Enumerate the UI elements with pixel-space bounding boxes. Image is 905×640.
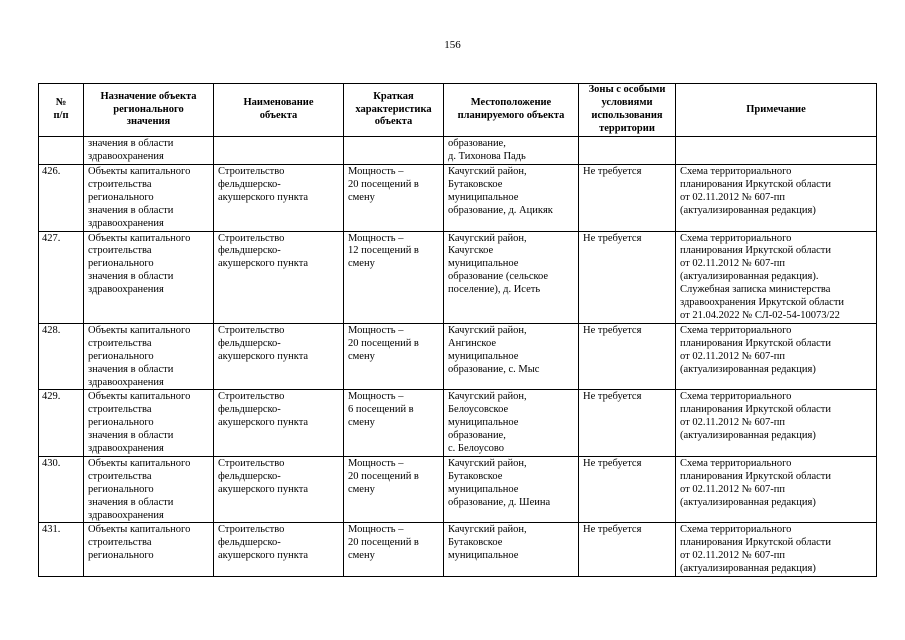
cell-number: 428.	[39, 323, 84, 390]
cell-name: Строительство фельдшерско- акушерского пункта	[214, 456, 344, 523]
cell-zones: Не требуется	[579, 231, 676, 323]
cell-zones: Не требуется	[579, 456, 676, 523]
cell-characteristic: Мощность – 12 посещений в смену	[344, 231, 444, 323]
header-number: № п/п	[39, 84, 84, 137]
header-zones: Зоны с особыми условиями использования территории	[579, 84, 676, 137]
header-purpose: Назначение объекта регионального значения	[84, 84, 214, 137]
cell-characteristic: Мощность – 6 посещений в смену	[344, 390, 444, 457]
cell-note	[676, 137, 877, 165]
cell-name: Строительство фельдшерско- акушерского пункта	[214, 165, 344, 232]
cell-name	[214, 137, 344, 165]
cell-purpose: Объекты капитального строительства регионального значения в области здравоохранения	[84, 323, 214, 390]
cell-location: Качугский район, Бутаковское муниципальное	[444, 523, 579, 577]
cell-number: 429.	[39, 390, 84, 457]
cell-note: Схема территориального планирования Иркутской области от 02.11.2012 № 607-пп (актуализированная редакция)	[676, 523, 877, 577]
header-name: Наименование объекта	[214, 84, 344, 137]
cell-zones	[579, 137, 676, 165]
cell-location: Качугский район, Бутаковское муниципальное образование, д. Ацикяк	[444, 165, 579, 232]
cell-purpose: Объекты капитального строительства регионального значения в области здравоохранения	[84, 390, 214, 457]
cell-zones: Не требуется	[579, 523, 676, 577]
cell-purpose: Объекты капитального строительства регионального значения в области здравоохранения	[84, 165, 214, 232]
cell-purpose: значения в области здравоохранения	[84, 137, 214, 165]
cell-purpose: Объекты капитального строительства регионального значения в области здравоохранения	[84, 231, 214, 323]
cell-note: Схема территориального планирования Иркутской области от 02.11.2012 № 607-пп (актуализированная редакция)	[676, 165, 877, 232]
cell-characteristic: Мощность – 20 посещений в смену	[344, 523, 444, 577]
cell-number: 427.	[39, 231, 84, 323]
table-row	[39, 390, 877, 457]
objects-table	[38, 83, 877, 577]
cell-zones: Не требуется	[579, 323, 676, 390]
table-header-row	[39, 84, 877, 137]
cell-note: Схема территориального планирования Иркутской области от 02.11.2012 № 607-пп (актуализированная редакция). Служебная записка министерства здравоохранения Иркутской области от 21.04.2022 № СЛ-02-54-10073/22	[676, 231, 877, 323]
cell-name: Строительство фельдшерско- акушерского пункта	[214, 390, 344, 457]
cell-note: Схема территориального планирования Иркутской области от 02.11.2012 № 607-пп (актуализированная редакция)	[676, 323, 877, 390]
cell-zones: Не требуется	[579, 165, 676, 232]
cell-purpose: Объекты капитального строительства регионального значения в области здравоохранения	[84, 456, 214, 523]
cell-characteristic: Мощность – 20 посещений в смену	[344, 456, 444, 523]
cell-name: Строительство фельдшерско- акушерского пункта	[214, 231, 344, 323]
header-characteristic: Краткая характеристика объекта	[344, 84, 444, 137]
cell-purpose: Объекты капитального строительства регионального	[84, 523, 214, 577]
table-row	[39, 231, 877, 323]
cell-location: Качугский район, Белоусовское муниципальное образование, с. Белоусово	[444, 390, 579, 457]
cell-location: Качугский район, Бутаковское муниципальное образование, д. Шеина	[444, 456, 579, 523]
table-row	[39, 323, 877, 390]
header-note: Примечание	[676, 84, 877, 137]
cell-name: Строительство фельдшерско- акушерского пункта	[214, 523, 344, 577]
cell-number: 426.	[39, 165, 84, 232]
cell-name: Строительство фельдшерско- акушерского пункта	[214, 323, 344, 390]
table-row	[39, 456, 877, 523]
cell-number: 430.	[39, 456, 84, 523]
table-row	[39, 165, 877, 232]
cell-characteristic: Мощность – 20 посещений в смену	[344, 323, 444, 390]
header-location: Местоположение планируемого объекта	[444, 84, 579, 137]
table-row	[39, 137, 877, 165]
table-row	[39, 523, 877, 577]
cell-zones: Не требуется	[579, 390, 676, 457]
cell-number: 431.	[39, 523, 84, 577]
cell-number	[39, 137, 84, 165]
cell-location: Качугский район, Ангинское муниципальное образование, с. Мыс	[444, 323, 579, 390]
cell-note: Схема территориального планирования Иркутской области от 02.11.2012 № 607-пп (актуализированная редакция)	[676, 456, 877, 523]
cell-characteristic	[344, 137, 444, 165]
cell-location: образование, д. Тихонова Падь	[444, 137, 579, 165]
cell-note: Схема территориального планирования Иркутской области от 02.11.2012 № 607-пп (актуализированная редакция)	[676, 390, 877, 457]
cell-location: Качугский район, Качугское муниципальное образование (сельское поселение), д. Исеть	[444, 231, 579, 323]
cell-characteristic: Мощность – 20 посещений в смену	[344, 165, 444, 232]
page-number: 156	[444, 39, 461, 51]
